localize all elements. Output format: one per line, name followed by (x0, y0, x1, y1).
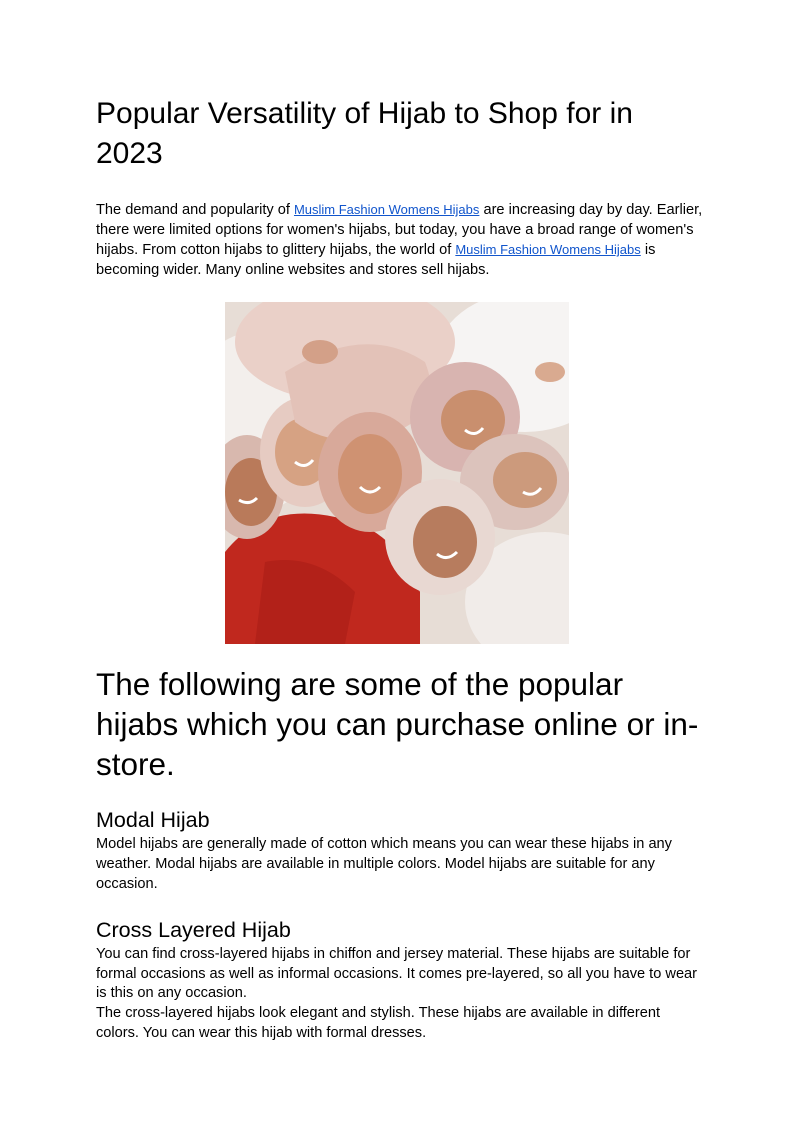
cross-layered-hijab-heading: Cross Layered Hijab (96, 918, 291, 943)
muslim-fashion-link-1[interactable]: Muslim Fashion Womens Hijabs (293, 202, 480, 217)
intro-text-2: are increasing day by day. Earlier, there were limited options for women's hijabs, but today, you have a broad range of women's hijabs. From cotton hijabs to glittery hijabs, the world of (96, 202, 703, 259)
hijab-group-photo (225, 302, 569, 644)
muslim-fashion-link-2[interactable]: Muslim Fashion Womens Hijabs (455, 242, 641, 258)
section-heading: The following are some of the popular hijabs which you can purchase online or in-store. (96, 666, 699, 783)
cross-layered-hijab-text-2: The cross-layered hijabs look elegant and stylish. These hijabs are available in different colors. You can wear this hijab with formal dresses. (96, 1004, 661, 1041)
cross-layered-hijab-text-1: You can find cross-layered hijabs in chiffon and jersey material. These hijabs are suitable for formal occasions as well as informal occasions. It comes pre-layered, so all you have to wear is this on any occasion. (96, 946, 698, 1002)
intro-text-3: is becoming wider. Many online websites and stores sell hijabs. (96, 242, 656, 278)
modal-hijab-text: Model hijabs are generally made of cotton which means you can wear these hijabs in any weather. Modal hijabs are available in multiple colors. Model hijabs are suitable for any occasion. (96, 836, 672, 892)
modal-hijab-heading: Modal Hijab (96, 808, 210, 833)
intro-text-1: The demand and popularity of (96, 202, 294, 218)
document-page (96, 94, 706, 1043)
intro-paragraph (96, 200, 706, 280)
photo-illustration (225, 302, 569, 644)
article-title: Popular Versatility of Hijab to Shop for in 2023 (96, 97, 633, 170)
